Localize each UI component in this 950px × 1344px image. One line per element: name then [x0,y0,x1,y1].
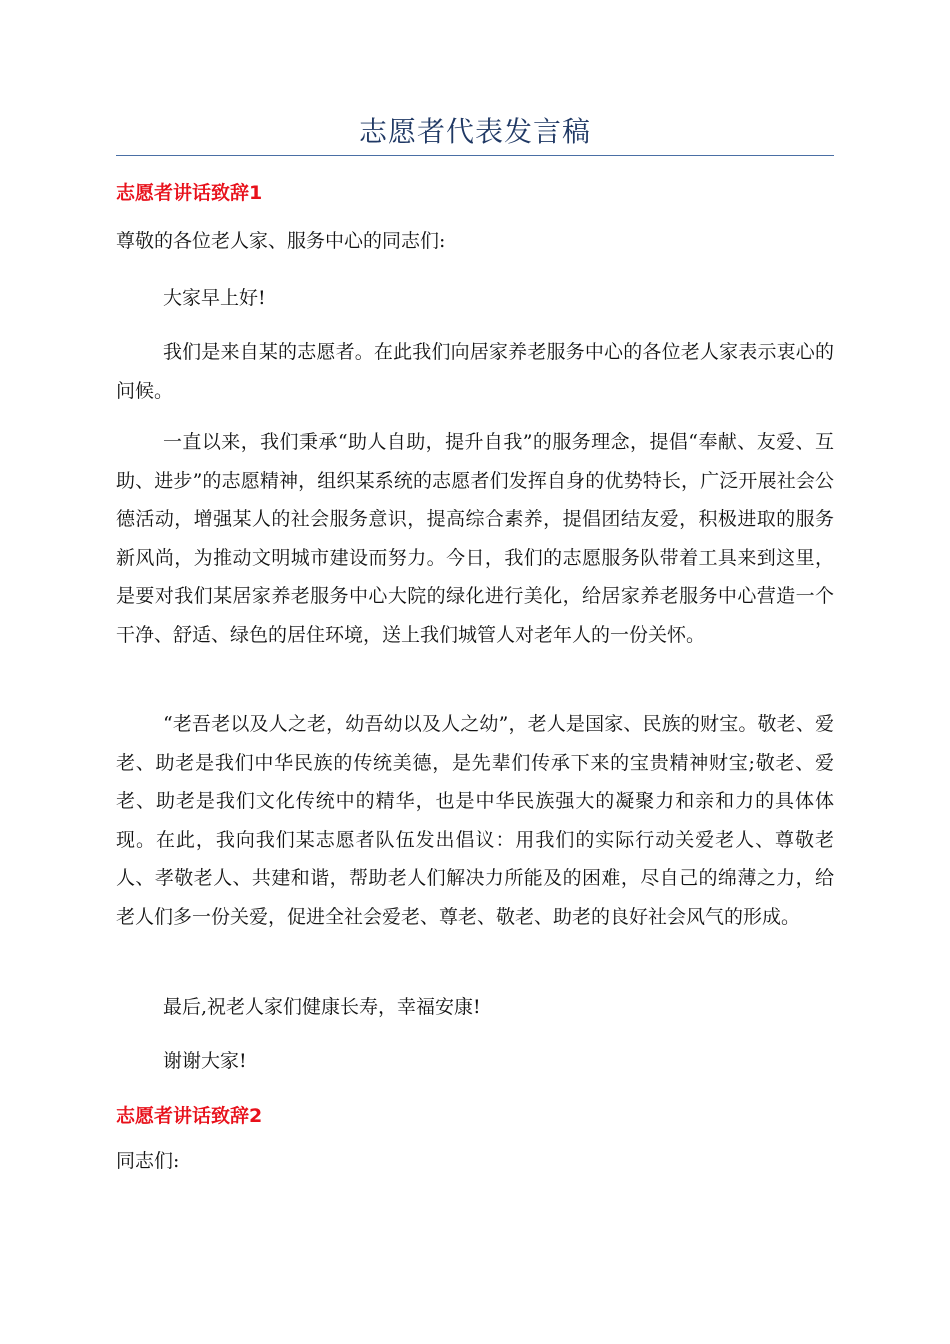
salutation-2: 同志们: [116,1150,180,1172]
respect-elders-paragraph: “老吾老以及人之老，幼吾幼以及人之幼”，老人是国家、民族的财宝。敬老、爱老、助老是我们中华民族的传统美德，是先辈们传承下来的宝贵精神财宝;敬老、爱老、助老是我们文化传统中的精华，也是中华民族强大的凝聚力和亲和力的具体体现。在此，我向我们某志愿者队伍发出倡议：用我们的实际行动关爱老人、尊敬老人、孝敬老人、共建和谐，帮助老人们解决力所能及的困难，尽自己的绵薄之力，给老人们多一份关爱，促进全社会爱老、尊老、敬老、助老的良好社会风气的形成。 [116,713,834,928]
closing-wish-paragraph: 最后,祝老人家们健康长寿，幸福安康! [163,996,481,1018]
greeting-paragraph: 大家早上好! [163,287,266,309]
document-title: 志愿者代表发言稿 [358,115,591,148]
title-underline [116,155,834,156]
salutation: 尊敬的各位老人家、服务中心的同志们: [116,230,446,252]
intro-paragraph: 我们是来自某的志愿者。在此我们向居家养老服务中心的各位老人家表示衷心的问候。 [116,341,834,402]
section-heading-2: 志愿者讲话致辞2 [116,1105,263,1127]
thanks-paragraph: 谢谢大家! [163,1050,247,1072]
mission-paragraph: 一直以来，我们秉承“助人自助，提升自我”的服务理念，提倡“奉献、友爱、互助、进步”的志愿精神，组织某系统的志愿者们发挥自身的优势特长，广泛开展社会公德活动，增强某人的社会服务意识，提高综合素养，提倡团结友爱，积极进取的服务新风尚，为推动文明城市建设而努力。今日，我们的志愿服务队带着工具来到这里，是要对我们某居家养老服务中心大院的绿化进行美化，给居家养老服务中心营造一个干净、舒适、绿色的居住环境，送上我们城管人对老年人的一份关怀。 [116,431,834,646]
section-heading-1: 志愿者讲话致辞1 [116,182,263,204]
